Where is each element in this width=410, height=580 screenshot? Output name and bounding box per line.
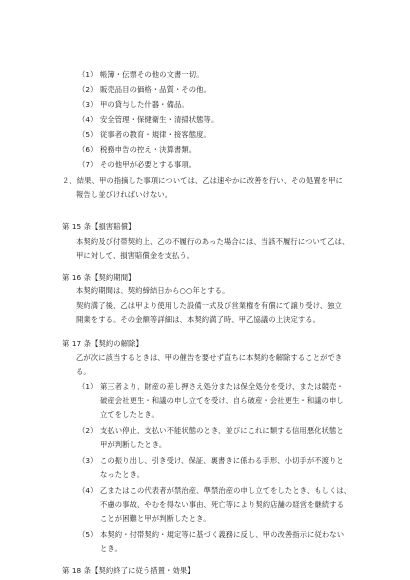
- paragraph-line: ２．結果、甲の指摘した事項については、乙は速やかに改善を行い、その処置を甲に: [62, 176, 343, 185]
- list-item-number: （1）: [78, 382, 98, 391]
- list-item: （5） 従事者の教育・規律・接客態度。: [78, 130, 211, 139]
- paragraph-line: 甲に対して、損害賠償金を支払う。: [76, 251, 195, 260]
- article-heading: 第 16 条【契約期間】: [62, 273, 136, 282]
- list-item: （1） 帳簿・伝票その他の文書一切。: [78, 70, 204, 79]
- article-heading: 第 18 条【契約終了に従う措置・効果】: [62, 566, 195, 575]
- list-item-line: この振り出し、引き受け、保証、裏書きに係わる手形、小切手が不渡りと: [100, 456, 344, 465]
- list-item-line: ことが困難と甲が判断したとき。: [100, 514, 211, 523]
- list-item: （7） その他甲が必要とする事項。: [78, 160, 197, 169]
- list-item-line: 甲が判断したとき。: [100, 440, 167, 449]
- list-item-line: 第三者より、財産の差し押さえ処分または保全処分を受け、または競売・: [100, 382, 344, 391]
- list-item-line: 破産会社更生・和議の申し立てを受け、自ら破産・会社更生・和議の申し: [100, 396, 344, 405]
- paragraph-line: 開業をする。その金額等詳細は、本契約満了時、甲乙協議の上決定する。: [76, 315, 321, 324]
- paragraph-line: 報告し並びければいけない。: [76, 190, 173, 199]
- article-heading: 第 15 条【損害賠償】: [62, 222, 136, 231]
- paragraph-line: 契約満了後、乙は甲より使用した設備一式及び営業権を有償にて譲り受け、独立: [76, 301, 342, 310]
- list-item: （3） 甲の貸与した什器・備品。: [78, 100, 189, 109]
- paragraph-line: る。: [76, 367, 91, 376]
- list-item-line: 不慮の事故、やむを得ない事由、死亡等により契約店舗の経営を継続する: [100, 500, 345, 509]
- list-item-number: （2）: [78, 426, 98, 435]
- article-heading: 第 17 条【契約の解除】: [62, 339, 143, 348]
- list-item-line: 本契約・付帯契約・規定等に基づく義務に反し、甲の改善指示に従わない: [100, 530, 345, 539]
- list-item-line: なったとき。: [100, 470, 145, 479]
- paragraph-line: 本契約及び付帯契約上、乙の不履行のあった場合には、当該不履行について乙は、: [76, 237, 350, 246]
- list-item-number: （5）: [78, 530, 98, 539]
- list-item-line: 支払い停止、支払い不能状態のとき、並びにこれに類する信用悪化状態と: [100, 426, 344, 435]
- list-item-number: （3）: [78, 456, 98, 465]
- list-item: （6） 税務申告の控え・決算書類。: [78, 145, 197, 154]
- list-item-line: 乙またはこの代表者が禁治産、準禁治産の申し立てをしたとき、もしくは、: [100, 486, 352, 495]
- paragraph-line: 乙が次に該当するときは、甲の催告を要せず直ちに本契約を解除することができ: [76, 353, 343, 362]
- list-item: （4） 安全管理・保健衛生・清掃状態等。: [78, 115, 219, 124]
- list-item: （2） 販売品目の価格・品質・その他。: [78, 85, 211, 94]
- paragraph-line: 本契約期間は、契約締結日から○○年とする。: [76, 286, 230, 295]
- list-item-line: 立てをしたとき。: [100, 410, 159, 419]
- list-item-line: とき。: [100, 544, 122, 553]
- list-item-number: （4）: [78, 486, 98, 495]
